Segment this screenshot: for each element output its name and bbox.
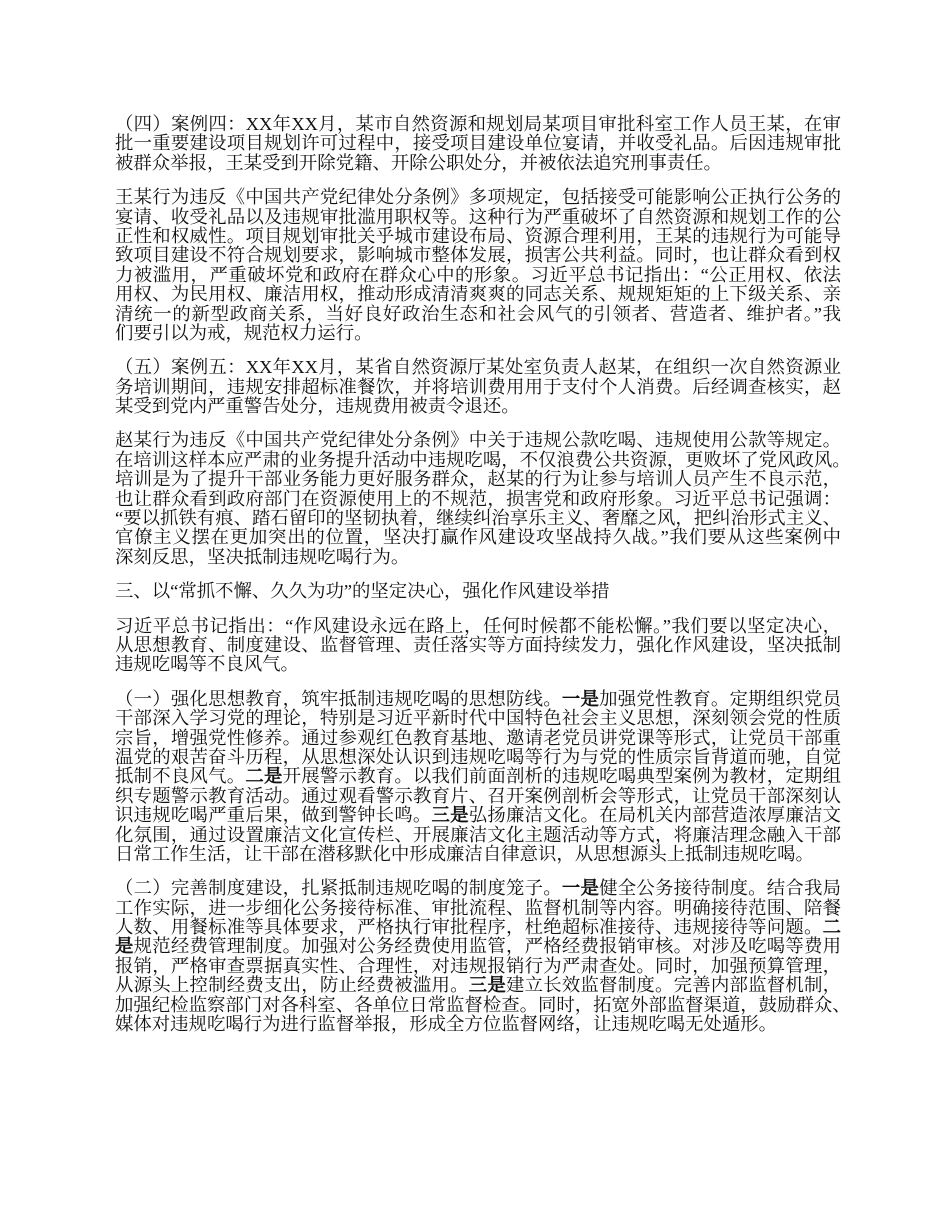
text-run: 王某行为违反《中国共产党纪律处分条例》多项规定，包括接受可能影响公正执行公务的 [115,187,841,208]
text-run: 化氛围，通过设置廉洁文化宣传栏、开展廉洁文化主题活动等方式，将廉洁理念融入干部 [115,824,841,845]
text-line [115,266,841,285]
text-run: 三、以“常抓不懈、久久为功”的坚定决心，强化作风建设举措 [115,581,610,602]
text-run: 干部深入学习党的理论，特别是习近平新时代中国特色社会主义思想，深刻领会党的性质 [115,708,841,729]
paragraph-case-five-analysis [115,430,851,567]
text-line [115,285,841,304]
text-line [115,655,841,674]
text-run: 们要引以为戒，规范权力运行。 [115,322,373,343]
text-line [115,154,841,173]
text-run: 违规吃喝等不良风气。 [115,654,299,675]
text-run: 某受到党内严重警告处分，违规费用被责令退还。 [115,396,520,417]
paragraph-section-intro [115,617,841,675]
bold-keyword: 三是 [468,975,507,996]
text-line [115,449,851,470]
text-line [115,806,841,825]
text-run: 识违规吃喝严重后果，做到警钟长鸣。 [115,805,432,826]
text-line [115,208,841,227]
text-run: （二）完善制度建设，扎紧抵制违规吃喝的制度笼子。 [115,878,562,899]
text-line [115,528,841,547]
text-line [115,845,841,864]
text-line [115,918,841,937]
text-run: 务培训期间，违规安排超标准餐饮，并将培训费用用于支付个人消费。后经调查核实，赵 [115,376,841,397]
text-run: 从思想教育、制度建设、监督管理、责任落实等方面持续发力，强化作风建设，坚决抵制 [115,634,841,655]
text-line [115,976,841,995]
bold-keyword: 三是 [431,805,469,826]
text-run: 弘扬廉洁文化。在局机关内部营造浓厚廉洁文 [468,805,841,826]
text-run: 报销，严格审查票据真实性、合理性，对违规报销行为严肃查处。同时，加强预算管理， [115,955,841,976]
document-body [115,114,851,1049]
bold-keyword: 一是 [561,878,600,899]
text-run: 力被滥用，严重破坏党和政府在群众心中的形象。习近平总书记指出：“公正用权、依法 [115,264,841,285]
text-run: 温党的艰苦奋斗历程，从思想深处认识到违规吃喝等行为与党的性质宗旨背道而驰，自觉 [115,746,841,767]
text-line [115,358,841,377]
text-line [115,115,841,134]
text-line [115,509,841,528]
bold-keyword: 是 [115,936,134,957]
text-line [115,1015,841,1034]
text-run: （一）强化思想教育，筑牢抵制违规吃喝的思想防线。 [115,688,562,709]
paragraph-case-four-analysis [115,188,841,343]
text-run: 正性和权威性。项目规划审批关乎城市建设布局、资源合理利用，王某的违规行为可能导 [115,225,841,246]
text-run: （五）案例五：XX年XX月，某省自然资源厅某处室负责人赵某，在组织一次自然资源业 [115,357,841,378]
text-line [115,548,841,567]
text-line [115,490,841,509]
text-line [115,305,841,324]
text-line [115,188,841,207]
text-run: 规范经费管理制度。加强对公务经费使用监管，严格经费报销审核。对涉及吃喝等费用 [133,936,841,957]
text-line [115,899,841,918]
text-run: 抵制不良风气。 [115,766,246,787]
text-run: 织专题警示教育活动。通过观看警示教育片、召开案例剖析会等形式，让党员干部深刻认 [115,785,841,806]
text-run: 健全公务接待制度。结合我局 [599,878,841,899]
paragraph-case-four [115,115,841,173]
text-run: 从源头上控制经费支出，防止经费被滥用。 [115,975,469,996]
text-line [115,227,841,246]
text-line [115,134,841,153]
text-run: 习近平总书记指出：“作风建设永远在路上，任何时候都不能松懈。”我们要以坚定决心， [115,615,841,636]
bold-keyword: 二是 [245,766,283,787]
text-run: 致项目建设不符合规划要求，影响城市整体发展，损害公共利益。同时，也让群众看到权 [115,245,841,266]
text-line [115,470,841,489]
text-line [115,748,841,767]
text-line [115,937,841,956]
text-run: 用权、为民用权、廉洁用权，推动形成清清爽爽的同志关系、规规矩矩的上下级关系、亲 [115,284,841,305]
text-run: 培训是为了提升干部业务能力更好服务群众，赵某的行为让参与培训人员产生不良示范， [115,469,841,490]
text-run: 也让群众看到政府部门在资源使用上的不规范，损害党和政府形象。习近平总书记强调： [115,488,841,509]
text-run: 日常工作生活，让干部在潜移默化中形成廉洁自律意识，从思想源头上抵制违规吃喝。 [115,843,814,864]
paragraph-measure-two [115,878,851,1035]
text-line [115,378,841,397]
text-run: 媒体对违规吃喝行为进行监督举报，形成全方位监督网络，让违规吃喝无处遁形。 [115,1014,778,1035]
text-line [115,582,841,601]
text-run: 加强党性教育。定期组织党员 [599,688,841,709]
text-run: 深刻反思，坚决抵制违规吃喝行为。 [115,546,410,567]
paragraph-measure-one [115,690,841,865]
text-run: 赵某行为违反《中国共产党纪律处分条例》中关于违规公款吃喝、违规使用公款等规定。 [115,430,841,451]
text-line [115,246,841,265]
text-line [115,324,841,343]
text-run: 被群众举报，王某受到开除党籍、开除公职处分，并被依法追究刑事责任。 [115,152,722,173]
bold-keyword: 一是 [561,688,600,709]
text-run: “要以抓铁有痕、踏石留印的坚韧执着，继续纠治享乐主义、奢靡之风，把纠治形式主义、 [115,508,841,529]
text-line [115,431,841,450]
text-line [115,690,841,709]
text-run: 批一重要建设项目规划许可过程中，接受项目建设单位宴请，并收受礼品。后因违规审批 [115,133,841,154]
text-run: （四）案例四：XX年XX月，某市自然资源和规划局某项目审批科室工作人员王某，在审 [115,114,841,134]
text-run: 人数、用餐标准等具体要求，严格执行审批程序，杜绝超标准接待、违规接待等问题。 [115,917,823,938]
text-run: 在培训这样本应严肃的业务提升活动中违规吃喝，不仅浪费公共资源，更败坏了党风政风。 [115,449,851,470]
text-run: 官僚主义摆在更加突出的位置，坚决打赢作风建设攻坚战持久战。”我们要从这些案例中 [115,527,841,548]
text-line [115,826,841,845]
text-line [115,787,841,806]
text-line [115,397,841,416]
text-run: 加强纪检监察部门对各科室、各单位日常监督检查。同时，拓宽外部监督渠道，鼓励群众、 [115,994,851,1015]
text-run: 宗旨，增强党性修养。通过参观红色教育基地、邀请老党员讲党课等形式，让党员干部重 [115,727,841,748]
text-line [115,729,841,748]
text-line [115,617,841,636]
text-run: 建立长效监督制度。完善内部监督机制， [506,975,841,996]
text-line [115,994,851,1015]
text-line [115,767,841,786]
text-run: 工作实际，进一步细化公务接待标准、审批流程、监督机制等内容。明确接待范围、陪餐 [115,897,841,918]
text-run: 清统一的新型政商关系，当好良好政治生态和社会风气的引领者、营造者、维护者。”我 [115,303,841,324]
paragraph-section-heading [115,582,841,601]
text-run: 开展警示教育。以我们前面剖析的违规吃喝典型案例为教材，定期组 [282,766,841,787]
text-line [115,957,841,976]
text-line [115,636,841,655]
paragraph-case-five [115,358,841,416]
text-run: 宴请、收受礼品以及违规审批滥用职权等。这种行为严重破坏了自然资源和规划工作的公 [115,206,841,227]
text-line [115,709,841,728]
text-line [115,879,841,898]
bold-keyword: 二 [822,917,841,938]
